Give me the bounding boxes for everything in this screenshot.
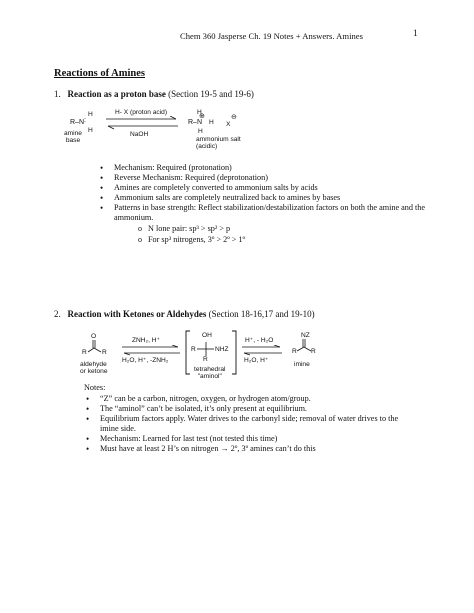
imine-r-right: R [311,348,316,355]
lone-pair-dots: : [84,117,86,124]
notes-label: Notes: [84,383,106,392]
ammonium-label: ammonium salt (acidic) [196,136,241,150]
list-item: • Ammonium salts are completely neutralized back to amines by bases [100,193,341,203]
imine-formation-diagram [80,328,340,390]
step-1-equilibrium-arrows [120,345,182,357]
intermediate-label: tetrahedral "aminol" [194,366,226,380]
sub-list-item: o For sp³ nitrogens, 3º > 2º > 1º [138,235,246,244]
list-item: • Amines are completely converted to ammonium salts by acids [100,183,318,193]
ammonium-h-top: H [197,109,202,116]
sub-list-item: o N lone pair: sp³ > sp² > p [138,224,231,233]
running-header: Chem 360 Jasperse Ch. 19 Notes + Answers. Amines [180,31,363,41]
forward-reagent: H- X (proton acid) [115,109,168,116]
page-number: 1 [413,29,418,39]
step-1-reverse-reagent: H₂O, H⁺, -ZNH₂ [122,357,169,364]
anion: X [226,121,231,128]
section-2-number: 2. [54,309,61,319]
list-item: • The “aminol” can’t be isolated, it’s only present at equilibrium. [86,404,307,414]
negative-charge-icon: ⊖ [231,114,237,121]
carbonyl-label: aldehyde or ketone [80,361,108,375]
list-item: • Mechanism: Learned for last test (not tested this time) [86,434,278,444]
section-2-heading [54,309,315,319]
amine-formula: R–N [70,119,85,126]
ammonium-formula: R–N [188,119,203,126]
carbonyl-oxygen: O [91,333,97,340]
list-item: • Patterns in base strength: Reflect stabilization/destabilization factors on both the amine and the ammonium. [100,203,426,222]
list-item: • Must have at least 2 H’s on nitrogen → 2º, 3º amines can’t do this [86,444,316,454]
amine-protonation-diagram [60,104,260,156]
carbonyl-r-right: R [102,349,107,356]
section-1-title: Reaction as a proton base [67,89,166,99]
page-title: Reactions of Amines [54,68,145,79]
section-1-ref: (Section 19-5 and 19-6) [168,89,254,99]
step-1-forward-reagent: ZNH₂, H⁺ [132,337,161,344]
section-2-ref: (Section 18-16,17 and 19-10) [208,309,315,319]
amine-h-bottom: H [88,127,93,134]
imine-label: imine [294,361,310,368]
section-2-title: Reaction with Ketones or Aldehydes [67,309,207,319]
amine-label: amine base [64,130,82,144]
ammonium-h-mid: H [209,119,214,126]
intermediate-r-bottom: R [203,356,208,363]
positive-charge-icon: ⊕ [199,113,205,120]
carbonyl-r-left: R [82,349,87,356]
list-item: • “Z” can be a carbon, nitrogen, oxygen, or hydrogen atom/group. [86,394,311,404]
imine-nz: NZ [301,332,310,339]
section-1-number: 1. [54,89,61,99]
list-item: • Equilibrium factors apply. Water drives to the carbonyl side; removal of water drives to the imine side. [86,414,399,433]
reverse-reagent: NaOH [130,131,149,138]
section-1-heading [54,89,254,99]
imine-r-left: R [292,348,297,355]
step-2-reverse-reagent: H₂O, H⁺ [244,357,269,364]
list-item: • Mechanism: Required (protonation) [100,163,232,173]
intermediate-r-left: R [191,346,196,353]
equilibrium-arrows [104,116,180,130]
amine-h-top: H [88,111,93,118]
intermediate-oh: OH [202,332,212,339]
step-2-forward-reagent: H⁺, - H₂O [245,337,274,344]
ammonium-h-bottom: H [198,128,203,135]
intermediate-nhz: NHZ [215,346,229,353]
list-item: • Reverse Mechanism: Required (deprotonation) [100,173,268,183]
step-2-equilibrium-arrows [240,345,284,357]
